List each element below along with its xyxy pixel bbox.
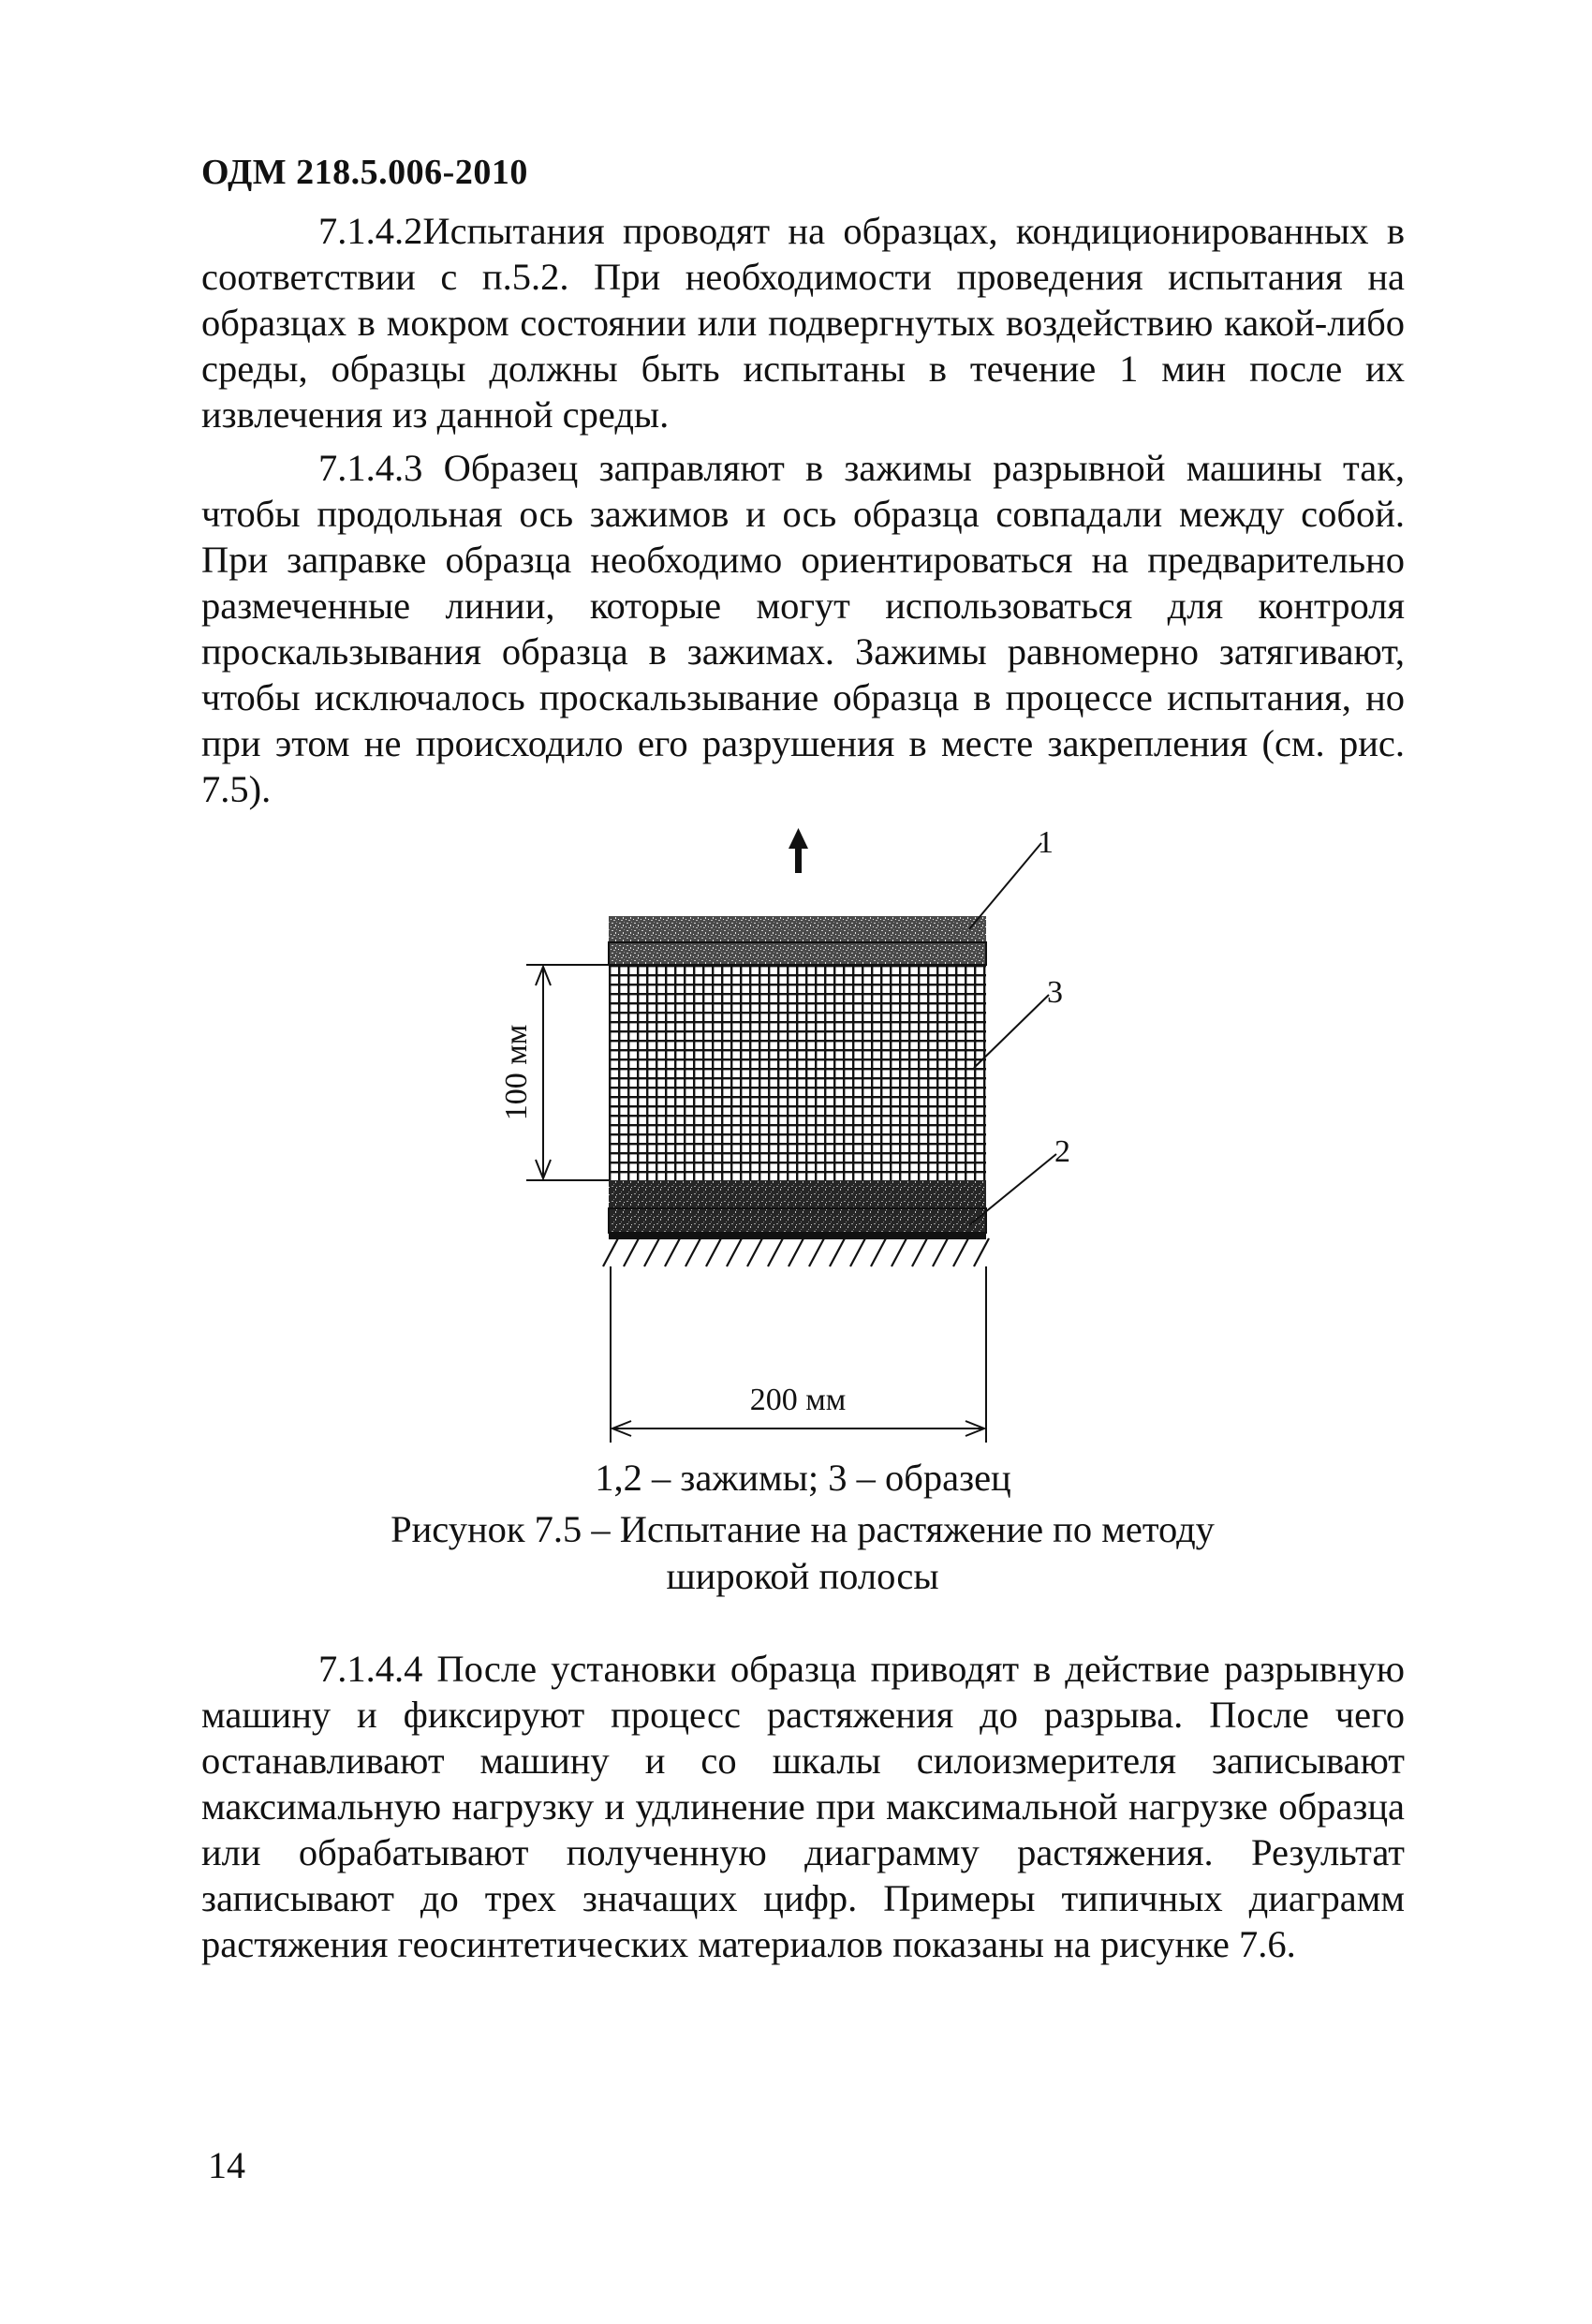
height-dimension-label: 100 мм	[499, 1024, 534, 1121]
paragraph-7-1-4-4	[201, 1646, 1405, 1967]
bottom-clamp	[609, 1180, 986, 1238]
callout-label-1: 1	[1038, 825, 1054, 860]
callout-label-2: 2	[1054, 1134, 1070, 1169]
top-clamp	[609, 916, 986, 965]
width-dimension-label: 200 мм	[749, 1383, 847, 1417]
document-code-header: ОДМ 218.5.006-2010	[201, 153, 528, 192]
paragraph-text: 7.1.4.2Испытания проводят на образцах, кондиционированных в соответствии с п.5.2. При необходимости проведения испытания на образцах в мокром состоянии или подвергнутых воздействию какой-либо среды, образцы должны быть испытаны в течение 1 мин после их извлечения из данной среды.	[201, 210, 1405, 436]
up-arrow-icon	[789, 828, 808, 873]
fixed-base-hatching	[603, 1238, 989, 1266]
figure-legend: 1,2 – зажимы; 3 – образец	[595, 1457, 1011, 1499]
paragraph-7-1-4-3	[201, 445, 1405, 812]
height-dimension	[526, 965, 609, 1180]
figure-7-5	[468, 824, 1124, 1461]
specimen-mesh	[609, 965, 986, 1180]
paragraph-text: 7.1.4.4 После установки образца приводят в действие разрывную машину и фиксируют процесс растяжения до разрыва. После чего останавливают машину и со шкалы силоизмерителя записывают максимальную нагрузку и удлинение при максимальной нагрузке образца или обрабатывают полученную диаграмму растяжения. Результат записывают до трех значащих цифр. Примеры типичных диаграмм растяжения геосинтетических материалов показаны на рисунке 7.6.	[201, 1648, 1405, 1965]
figure-caption: Рисунок 7.5 – Испытание на растяжение по методу широкой полосы	[391, 1508, 1215, 1597]
paragraph-text: 7.1.4.3 Образец заправляют в зажимы разрывной машины так, чтобы продольная ось зажимов и ось образца совпадали между собой. При заправке образца необходимо ориентироваться на предварительно размеченные линии, которые могут использоваться для контроля проскальзывания образца в зажимах. Зажимы равномерно затягивают, чтобы исключалось проскальзывание образца в процессе испытания, но при этом не происходило его разрушения в месте закрепления (см. рис. 7.5).	[201, 447, 1405, 810]
page-number: 14	[208, 2144, 245, 2186]
paragraph-7-1-4-2	[201, 208, 1405, 437]
callout-label-3: 3	[1047, 975, 1063, 1010]
